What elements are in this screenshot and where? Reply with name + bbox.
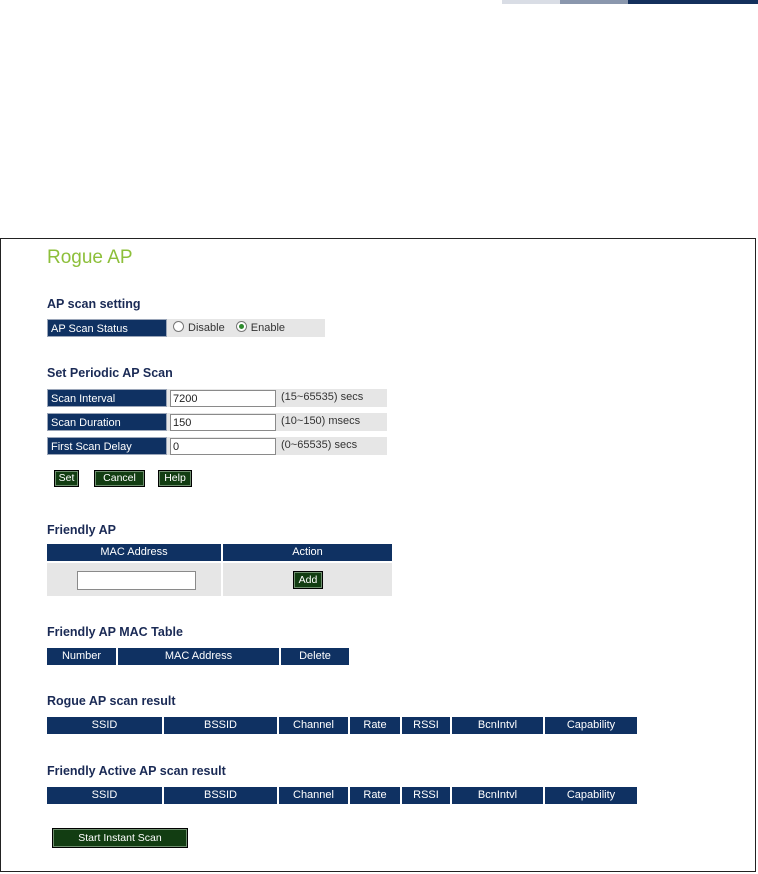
rogue-col-capability: Capability <box>545 717 637 734</box>
add-button[interactable]: Add <box>293 571 323 589</box>
cancel-button[interactable]: Cancel <box>94 470 145 487</box>
rogue-col-ssid: SSID <box>47 717 164 734</box>
mac-table-col-number: Number <box>47 648 118 665</box>
scan-duration-input[interactable] <box>170 414 276 431</box>
start-instant-scan-button[interactable]: Start Instant Scan <box>52 828 188 848</box>
disable-label: Disable <box>188 322 225 334</box>
friendly-ap-mac-input[interactable] <box>77 571 196 590</box>
scan-interval-label: Scan Interval <box>47 389 167 407</box>
radio-selected-icon <box>236 321 247 332</box>
accent-segment <box>502 0 560 4</box>
rogue-ap-panel <box>0 238 756 872</box>
page-title: Rogue AP <box>47 247 133 268</box>
first-scan-delay-label: First Scan Delay <box>47 437 167 455</box>
mac-table-col-delete: Delete <box>281 648 349 665</box>
ap-scan-setting-heading: AP scan setting <box>47 297 141 311</box>
periodic-scan-heading: Set Periodic AP Scan <box>47 366 173 380</box>
friendly-col-bssid: BSSID <box>164 787 279 804</box>
rogue-result-heading: Rogue AP scan result <box>47 694 176 708</box>
friendly-col-rssi: RSSI <box>402 787 452 804</box>
rogue-col-bcnintvl: BcnIntvl <box>452 717 545 734</box>
enable-radio[interactable] <box>236 322 285 334</box>
friendly-ap-col-action: Action <box>223 544 392 561</box>
mac-table-col-mac: MAC Address <box>118 648 281 665</box>
enable-label: Enable <box>250 322 286 334</box>
rogue-col-channel: Channel <box>279 717 350 734</box>
top-accent-bar <box>502 0 758 4</box>
help-button[interactable]: Help <box>158 470 192 487</box>
friendly-col-bcnintvl: BcnIntvl <box>452 787 545 804</box>
scan-duration-hint: (10~150) msecs <box>281 415 361 427</box>
friendly-col-rate: Rate <box>350 787 402 804</box>
rogue-col-rssi: RSSI <box>402 717 452 734</box>
friendly-ap-col-mac: MAC Address <box>47 544 223 561</box>
scan-interval-hint: (15~65535) secs <box>281 391 364 403</box>
first-scan-delay-hint: (0~65535) secs <box>281 439 358 451</box>
friendly-col-ssid: SSID <box>47 787 164 804</box>
radio-icon <box>173 321 184 332</box>
scan-duration-label: Scan Duration <box>47 413 167 431</box>
friendly-col-channel: Channel <box>279 787 350 804</box>
disable-radio[interactable] <box>173 322 225 334</box>
first-scan-delay-input[interactable] <box>170 438 276 455</box>
scan-interval-input[interactable] <box>170 390 276 407</box>
accent-segment <box>560 0 628 4</box>
friendly-ap-heading: Friendly AP <box>47 523 116 537</box>
friendly-col-capability: Capability <box>545 787 637 804</box>
rogue-col-rate: Rate <box>350 717 402 734</box>
friendly-mac-table-heading: Friendly AP MAC Table <box>47 625 183 639</box>
ap-scan-status-options <box>167 319 325 337</box>
accent-segment <box>628 0 758 4</box>
set-button[interactable]: Set <box>54 470 79 487</box>
friendly-result-heading: Friendly Active AP scan result <box>47 764 226 778</box>
rogue-col-bssid: BSSID <box>164 717 279 734</box>
ap-scan-status-label: AP Scan Status <box>47 319 167 337</box>
